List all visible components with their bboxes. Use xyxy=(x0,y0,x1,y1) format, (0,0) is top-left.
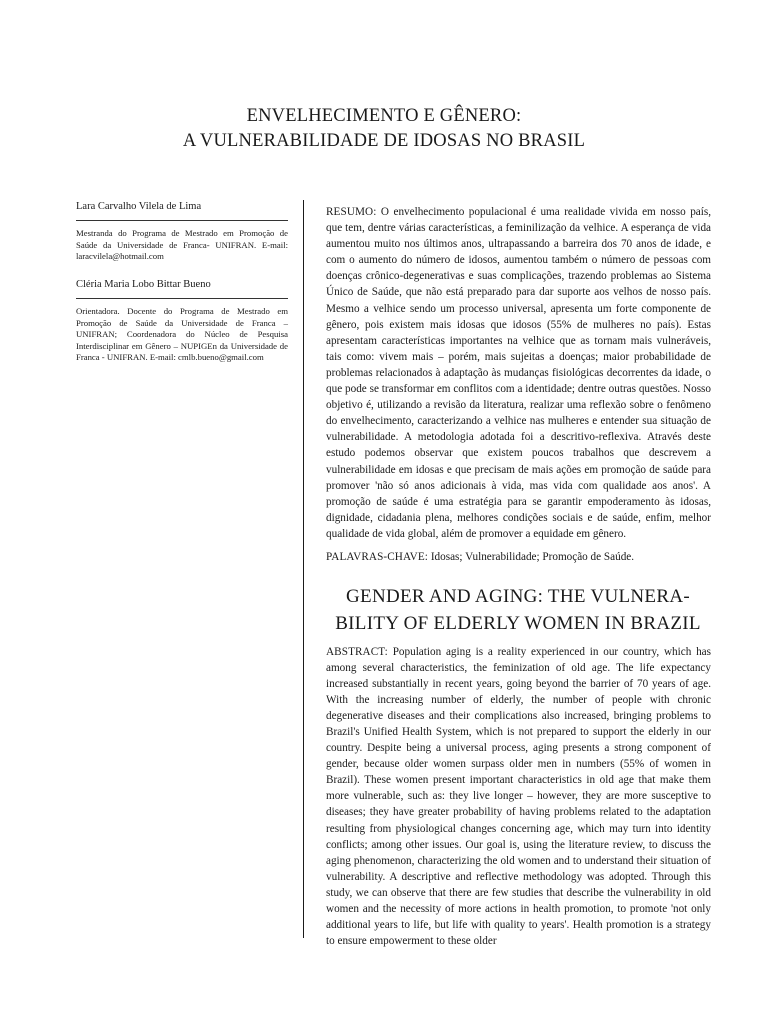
keywords-text: Idosas; Vulnerabilidade; Promoção de Saúde. xyxy=(430,551,635,563)
article-title-line-2: A VULNERABILIDADE DE IDOSAS NO BRASIL xyxy=(182,131,586,151)
resumo-text: O envelhecimento populacional é uma realidade vivida em nosso país, que tem, dentre várias características, a feminilização da velhice. A esperança de vida aumentou muito nos últimos anos, ultrapassando a barreira dos 70 anos de idade, e com o aumento do número de idosos, aumentou também o número de pessoas com doenças crônico-degenerativas e suas complicações, trazendo problemas ao Sistema Único de Saúde, que não está preparado para dar suporte aos velhos de nosso país. Mesmo a velhice sendo um processo universal, apresenta um forte componente de gênero, pois existem mais idosas que idosos (55% de mulheres no país). Estas apresentam características importantes na velhice que as tornam mais vulneráveis, tais como: vivem mais – porém, mais sujeitas a doenças; maior probabilidade de problemas relacionados à adaptação às mudanças fisiológicas decorrentes da idade, o que pode se transformar em conflitos com a identidade; dentre outras questões. Nosso objetivo é, utilizando a revisão da literatura, realizar uma reflexão sobre o fenômeno do envelhecimento, caracterizando a velhice nas mulheres e entender sua situação de vulnerabilidade. A metodologia adotada foi a descritivo-reflexiva. Através deste estudo podemos observar que existem poucos trabalhos que descrevem a vulnerabilidade em idosas e que precisam de mais ações em promoção de saúde para promover 'não só anos adicionais à vida, mas vida com qualidade aos anos'. A promoção de saúde é uma estratégia para se garantir empoderamento às idosas, dignidade, cidadania plena, melhores condições sociais e de saúde, enfim, melhor qualidade de vida global, além de promover a equidade em gênero. xyxy=(326,206,712,540)
keywords-paragraph xyxy=(326,549,711,565)
keywords-label: PALAVRAS-CHAVE: xyxy=(326,551,429,563)
author-affiliation-2: Orientadora. Docente do Programa de Mestrado em Promoção de Saúde da Universidade de Franca – UNIFRAN; Coordenadora do Núcleo de Pesquisa Interdisciplinar em Gênero – NUPIGEn da Universidade de Franca - UNIFRAN. E-mail: cmlb.bueno@gmail.com xyxy=(76,306,288,363)
abstract-label: ABSTRACT: xyxy=(326,646,388,658)
english-title-line-1: GENDER AND AGING: THE VULNERA- xyxy=(346,586,690,607)
author-name-1: Lara Carvalho Vilela de Lima xyxy=(76,200,288,221)
abstract-text: Population aging is a reality experienced in our country, which has among several characteristics, the feminization of old age. The life expectancy increased substantially in recent years, going beyond the barrier of 70 years of age. With the increasing number of elderly, the number of people with chronic degenerative diseases and their complications also increased, bringing problems to Brazil's Unified Health System, which is not prepared to support the elderly in our country. Despite being a universal process, aging presents a strong component of gender, because older women surpass older men in numbers (55% of women in Brazil). These women present important characteristics in old age that make them more vulnerable, such as: they live longer – however, they are more susceptive to diseases; they have greater probability of having problems related to the adaptation resulting from physiological changes concerning age, which may turn into identity conflicts; among other issues. Our goal is, using the literature review, to discuss the aging phenomenon, characterizing the old women and to understand their situation of vulnerability. A descriptive and reflective methodology was adopted. Through this study, we can observe that there are few studies that describe the vulnerability in old women and the necessity of more actions in health promotion, to promote 'not only additional years to life, but life with quality to years'. Health promotion is a strategy to ensure empowerment to these older xyxy=(326,646,712,947)
column-divider xyxy=(303,200,304,938)
abstract-paragraph xyxy=(326,644,711,949)
english-title-line-2: BILITY OF ELDERLY WOMEN IN BRAZIL xyxy=(335,613,701,634)
resumo-label: RESUMO: xyxy=(326,206,377,218)
author-name-2: Cléria Maria Lobo Bittar Bueno xyxy=(76,278,288,299)
resumo-paragraph xyxy=(326,204,711,542)
article-title-line-1: ENVELHECIMENTO E GÊNERO: xyxy=(246,106,522,126)
author-affiliation-1: Mestranda do Programa de Mestrado em Promoção de Saúde da Universidade de Franca- UNIFRAN. E-mail: laracvilela@hotmail.com xyxy=(76,228,288,262)
